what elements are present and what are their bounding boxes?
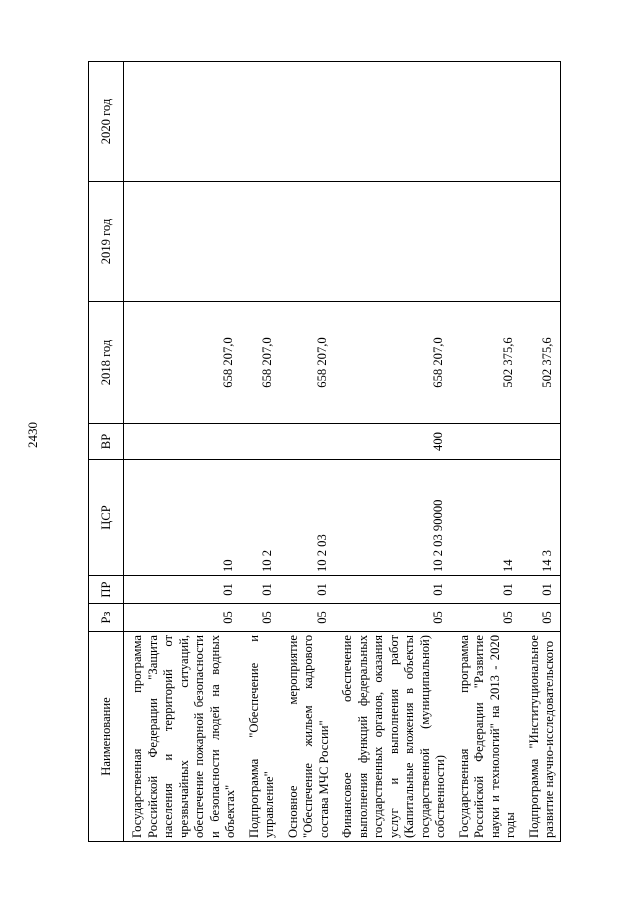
- row-pr: 01: [280, 576, 335, 604]
- row-name: Государственная программа Российской Федерации "Развитие науки и технологий" на 2013 - 2020 годы: [451, 632, 521, 842]
- row-vr: [241, 424, 280, 460]
- table-header-row: [89, 62, 124, 842]
- row-rz: 05: [124, 604, 241, 632]
- row-2020: [280, 62, 335, 182]
- row-2020: [521, 62, 561, 182]
- header-csr: ЦСР: [89, 460, 124, 576]
- header-2019: 2019 год: [89, 182, 124, 302]
- row-pr: 01: [521, 576, 561, 604]
- row-rz: 05: [334, 604, 451, 632]
- row-2019: [521, 182, 561, 302]
- table-row: [241, 62, 280, 842]
- row-name: Основное мероприятие "Обеспечение жильем кадрового состава МЧС России": [280, 632, 335, 842]
- row-2018: 658 207,0: [124, 302, 241, 424]
- table-row: [124, 62, 241, 842]
- row-name: Подпрограмма "Обеспечение и управление": [241, 632, 280, 842]
- header-2020: 2020 год: [89, 62, 124, 182]
- header-rz: Рз: [89, 604, 124, 632]
- row-2019: [280, 182, 335, 302]
- row-pr: 01: [124, 576, 241, 604]
- row-2020: [241, 62, 280, 182]
- row-2020: [334, 62, 451, 182]
- row-csr: 10 2 03: [280, 460, 335, 576]
- budget-table: [88, 61, 561, 842]
- row-2018: 502 375,6: [451, 302, 521, 424]
- row-name: Финансовое обеспечение выполнения функций федеральных государственных органов, оказания услуг и выполнения работ (Капитальные вложения в объекты государственной (муниципальной) собственности): [334, 632, 451, 842]
- header-pr: ПР: [89, 576, 124, 604]
- row-2020: [124, 62, 241, 182]
- row-2018: 502 375,6: [521, 302, 561, 424]
- row-csr: 14: [451, 460, 521, 576]
- header-name: Наименование: [89, 632, 124, 842]
- row-rz: 05: [280, 604, 335, 632]
- row-vr: [124, 424, 241, 460]
- row-2018: 658 207,0: [241, 302, 280, 424]
- budget-table-sheet: [88, 62, 608, 842]
- table-row: [280, 62, 335, 842]
- row-2019: [241, 182, 280, 302]
- table-row: [334, 62, 451, 842]
- row-pr: 01: [334, 576, 451, 604]
- row-csr: 10 2 03 90000: [334, 460, 451, 576]
- row-csr: 10: [124, 460, 241, 576]
- row-name: Подпрограмма "Институциональное развитие научно-исследовательского: [521, 632, 561, 842]
- row-2018: 658 207,0: [280, 302, 335, 424]
- row-name: Государственная программа Российской Федерации "Защита населения и территорий от чрезвычайных ситуаций, обеспечение пожарной безопасности и безопасности людей на водных объектах": [124, 632, 241, 842]
- row-2019: [124, 182, 241, 302]
- row-2019: [451, 182, 521, 302]
- row-rz: 05: [521, 604, 561, 632]
- row-rz: 05: [451, 604, 521, 632]
- row-vr: [521, 424, 561, 460]
- row-vr: [280, 424, 335, 460]
- row-2019: [334, 182, 451, 302]
- row-csr: 10 2: [241, 460, 280, 576]
- row-pr: 01: [241, 576, 280, 604]
- row-vr: [451, 424, 521, 460]
- row-rz: 05: [241, 604, 280, 632]
- row-vr: 400: [334, 424, 451, 460]
- header-vr: ВР: [89, 424, 124, 460]
- table-row: [521, 62, 561, 842]
- page-number: 2430: [25, 422, 40, 448]
- row-pr: 01: [451, 576, 521, 604]
- header-2018: 2018 год: [89, 302, 124, 424]
- row-2018: 658 207,0: [334, 302, 451, 424]
- table-row: [451, 62, 521, 842]
- row-csr: 14 3: [521, 460, 561, 576]
- row-2020: [451, 62, 521, 182]
